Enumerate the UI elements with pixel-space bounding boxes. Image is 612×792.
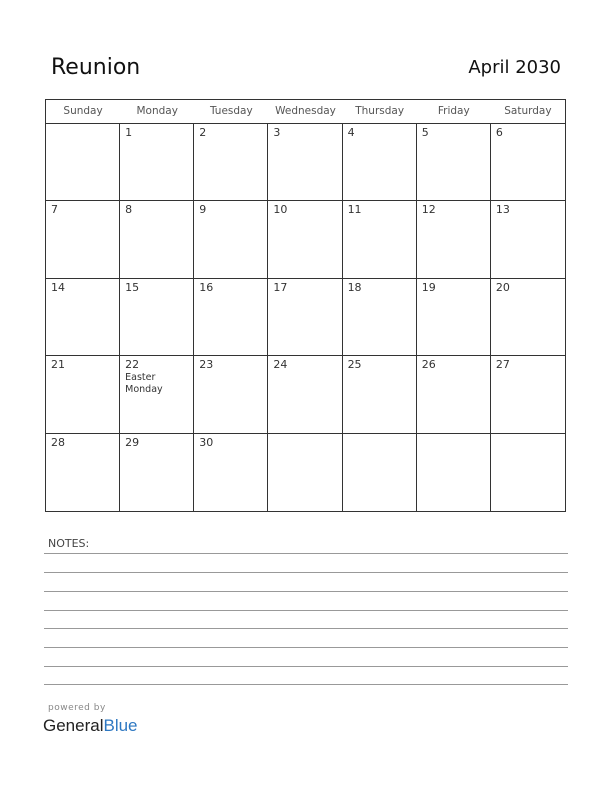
day-cell bbox=[491, 201, 565, 278]
day-number: 3 bbox=[273, 126, 281, 139]
note-line bbox=[44, 591, 568, 592]
day-cell bbox=[194, 434, 268, 511]
weekday-sunday: Sunday bbox=[63, 105, 103, 117]
day-cell bbox=[120, 201, 194, 278]
day-number: 27 bbox=[495, 358, 510, 372]
holiday-label: Easter Monday bbox=[125, 372, 163, 396]
day-number: 25 bbox=[347, 358, 362, 372]
day-cell bbox=[46, 201, 120, 278]
weekday-wednesday: Wednesday bbox=[275, 105, 336, 117]
day-cell bbox=[46, 279, 120, 356]
day-number: 5 bbox=[421, 126, 429, 139]
weekday-saturday: Saturday bbox=[504, 105, 552, 117]
day-cell bbox=[491, 434, 565, 511]
day-cell bbox=[120, 124, 194, 201]
day-cell bbox=[343, 279, 417, 356]
day-cell bbox=[343, 201, 417, 278]
day-number: 16 bbox=[199, 280, 214, 294]
day-cell bbox=[120, 434, 194, 511]
calendar-grid bbox=[45, 99, 566, 512]
day-number: 15 bbox=[125, 280, 140, 294]
day-cell bbox=[417, 434, 491, 511]
day-number: 28 bbox=[51, 435, 65, 449]
powered-by-text: powered by bbox=[48, 703, 106, 713]
day-number: 14 bbox=[51, 280, 65, 294]
day-cell bbox=[46, 356, 120, 433]
calendar-title: Reunion bbox=[51, 55, 141, 80]
day-number: 22 bbox=[125, 358, 140, 372]
day-number: 13 bbox=[495, 203, 510, 217]
day-cell bbox=[343, 124, 417, 201]
brand-logo bbox=[43, 716, 138, 736]
day-cell bbox=[268, 124, 342, 201]
note-line bbox=[44, 610, 568, 611]
day-number: 9 bbox=[199, 203, 207, 217]
day-cell bbox=[46, 124, 120, 201]
day-number: 30 bbox=[199, 435, 214, 449]
day-cell bbox=[194, 124, 268, 201]
weekday-tuesday: Tuesday bbox=[209, 105, 253, 117]
brand-general-text: General bbox=[43, 716, 104, 735]
note-line bbox=[44, 666, 568, 667]
day-number: 1 bbox=[125, 126, 133, 139]
day-cell bbox=[194, 279, 268, 356]
weekday-friday: Friday bbox=[437, 105, 470, 117]
note-line bbox=[44, 572, 568, 573]
day-cell bbox=[343, 356, 417, 433]
day-number: 12 bbox=[421, 203, 436, 217]
day-cell bbox=[491, 279, 565, 356]
day-number: 4 bbox=[347, 126, 355, 139]
note-line bbox=[44, 628, 568, 629]
day-number: 11 bbox=[347, 203, 362, 217]
note-line bbox=[44, 647, 568, 648]
day-number: 29 bbox=[125, 435, 140, 449]
day-cell bbox=[417, 279, 491, 356]
day-cell bbox=[417, 356, 491, 433]
weekday-monday: Monday bbox=[136, 105, 178, 117]
day-cell bbox=[194, 201, 268, 278]
day-number: 2 bbox=[199, 126, 207, 139]
note-line bbox=[44, 553, 568, 554]
note-line bbox=[44, 684, 568, 685]
day-cell bbox=[268, 279, 342, 356]
day-number: 8 bbox=[125, 203, 133, 217]
calendar-days bbox=[46, 124, 565, 511]
day-number: 7 bbox=[51, 203, 58, 217]
day-number: 26 bbox=[421, 358, 436, 372]
day-cell bbox=[46, 434, 120, 511]
weekday-thursday: Thursday bbox=[355, 105, 405, 117]
weekday-header-row bbox=[46, 100, 565, 124]
day-cell bbox=[120, 279, 194, 356]
day-number: 17 bbox=[273, 280, 288, 294]
day-number: 18 bbox=[347, 280, 362, 294]
day-number: 6 bbox=[495, 126, 503, 139]
day-number: 19 bbox=[421, 280, 436, 294]
calendar-month-year: April 2030 bbox=[468, 57, 561, 78]
day-cell bbox=[194, 356, 268, 433]
day-number: 21 bbox=[51, 358, 65, 372]
day-cell bbox=[268, 356, 342, 433]
brand-blue-text: Blue bbox=[103, 716, 138, 735]
day-cell bbox=[417, 124, 491, 201]
day-number: 20 bbox=[495, 280, 510, 294]
day-cell bbox=[268, 201, 342, 278]
notes-label: NOTES: bbox=[48, 537, 90, 550]
day-cell bbox=[491, 356, 565, 433]
day-cell bbox=[491, 124, 565, 201]
day-number: 23 bbox=[199, 358, 214, 372]
day-number: 24 bbox=[273, 358, 288, 372]
day-cell bbox=[417, 201, 491, 278]
day-number: 10 bbox=[273, 203, 288, 217]
day-cell bbox=[343, 434, 417, 511]
day-cell bbox=[268, 434, 342, 511]
day-cell bbox=[120, 356, 194, 433]
